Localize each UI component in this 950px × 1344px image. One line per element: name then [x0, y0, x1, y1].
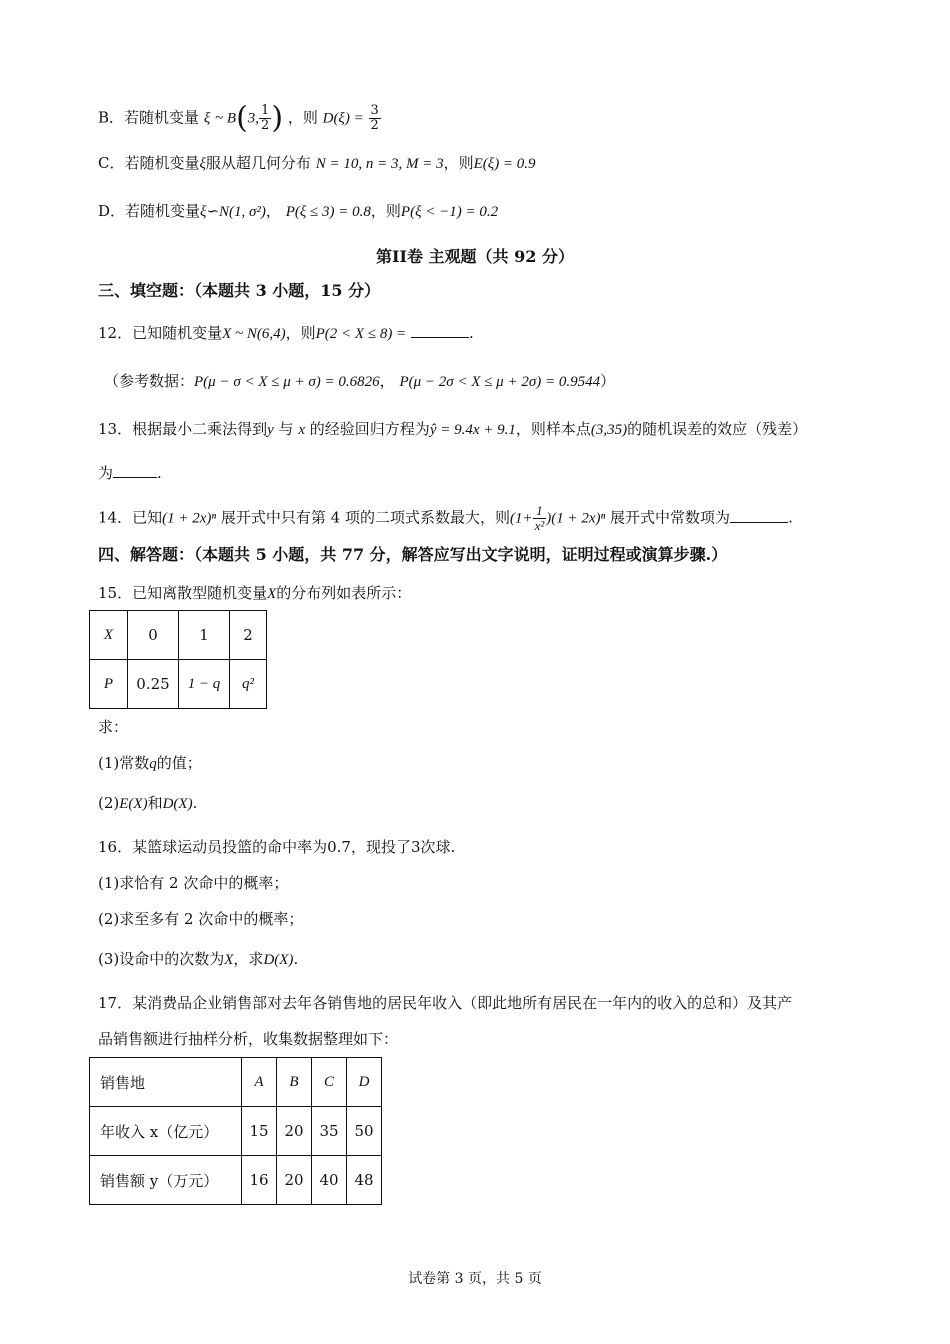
table-cell: 1 − q	[179, 660, 230, 709]
q15-stem2: 的分布列如表所示：	[276, 584, 412, 602]
q12-expr: X ~ N(6,4)	[222, 326, 286, 342]
table-row	[90, 1156, 382, 1205]
q13-text2: ，则样本点	[515, 420, 591, 438]
table-cell: 50	[347, 1107, 382, 1156]
part2-title: 第II卷 主观题（共 92 分）	[376, 247, 574, 266]
question-17-line1: 17．某消费品企业销售部对去年各销售地的居民年收入（即此地所有居民在一年内的收入的总和）及其产	[98, 994, 793, 1012]
q14-expr2-b: )(1 + 2x)ⁿ	[546, 510, 606, 527]
option-c-params: N = 10, n = 3, M = 3	[315, 156, 444, 172]
option-b-rparen: )	[271, 100, 284, 136]
q16-sub2: (2)求至多有 2 次命中的概率；	[98, 910, 304, 928]
q14-expr1: (1 + 2x)ⁿ	[162, 510, 217, 527]
ref-prefix: （参考数据：	[104, 372, 195, 390]
q14-answer-blank[interactable]	[730, 508, 788, 523]
option-d	[98, 200, 498, 223]
option-b-dist: ~ B	[215, 110, 237, 127]
table-cell: 0.25	[128, 660, 179, 709]
option-b-variance: D(ξ) =	[322, 110, 364, 127]
option-c	[98, 152, 536, 175]
option-b-answer-frac	[369, 104, 381, 133]
q13-y: y	[267, 422, 274, 438]
q14-text: 展开式中只有第 4 项的二项式系数最大，则	[220, 508, 510, 527]
q15-sub1-q: q	[149, 756, 157, 772]
q15-distribution-table	[89, 610, 267, 709]
table-cell: 35	[312, 1107, 347, 1156]
question-16: 16．某篮球运动员投篮的命中率为0.7，现投了3次球.	[98, 838, 456, 856]
table-cell: 40	[312, 1156, 347, 1205]
option-b-var: ξ	[203, 110, 211, 127]
option-d-p2: P(ξ < −1) = 0.2	[400, 204, 499, 220]
table-cell: P	[90, 660, 128, 709]
option-c-result: E(ξ) = 0.9	[473, 156, 536, 172]
option-c-text-a: C．若随机变量	[98, 154, 200, 172]
q15-sub1-a: (1)常数	[98, 754, 150, 772]
question-17-line2: 品销售额进行抽样分析，收集数据整理如下：	[98, 1030, 399, 1048]
option-c-var: ξ	[199, 156, 206, 172]
table-cell: C	[312, 1058, 347, 1107]
q12-prob: P(2 < X ≤ 8) =	[315, 326, 407, 342]
q12-end: .	[468, 324, 474, 342]
table-cell: 48	[347, 1156, 382, 1205]
option-d-p1: P(ξ ≤ 3) = 0.8	[285, 204, 371, 220]
q15-sub2-a: (2)	[98, 794, 120, 812]
q13-x: x	[298, 422, 306, 438]
table-cell: X	[90, 611, 128, 660]
reference-data	[104, 370, 615, 393]
table-row	[90, 1058, 382, 1107]
question-12	[98, 322, 474, 345]
table-row	[90, 660, 267, 709]
q16-sub1: (1)求恰有 2 次命中的概率；	[98, 874, 289, 892]
option-b	[98, 100, 381, 136]
option-b-ans-den: 2	[370, 118, 379, 133]
q15-var: X	[267, 586, 277, 602]
q15-sub2-e: E(X)	[119, 796, 148, 812]
table-cell: q²	[230, 660, 267, 709]
table-cell: B	[277, 1058, 312, 1107]
q13-end: .	[157, 464, 162, 482]
option-d-text-a: D．若随机变量	[98, 202, 201, 220]
q16-sub3-end: .	[293, 950, 299, 968]
option-d-sep: ，	[265, 202, 281, 220]
option-b-n: 3,	[247, 110, 260, 127]
option-b-then: ，则	[287, 108, 318, 127]
option-d-expr: ξ∽N(1, σ²)	[200, 204, 266, 220]
section4-title: 四、解答题：（本题共 5 小题，共 77 分，解答应写出文字说明，证明过程或演算步骤.）	[98, 545, 728, 564]
q17-sales-table	[89, 1057, 382, 1205]
option-c-then: ，则	[443, 154, 474, 172]
q13-line2: 为	[98, 464, 114, 482]
table-cell: 销售额 y（万元）	[90, 1156, 242, 1205]
table-cell: 销售地	[90, 1058, 242, 1107]
q16-sub3-a: (3)设命中的次数为	[98, 950, 225, 968]
question-14	[98, 504, 793, 533]
table-cell: 20	[277, 1107, 312, 1156]
q14-frac-num: 1	[533, 504, 547, 519]
q15-sub1-b: 的值；	[156, 754, 202, 772]
question-13	[98, 418, 807, 441]
q15-stem: 15．已知离散型随机变量	[98, 584, 268, 602]
question-13-line2	[98, 462, 162, 484]
ref-sep: ，	[379, 372, 395, 390]
table-cell: D	[347, 1058, 382, 1107]
q16-sub3	[98, 948, 298, 971]
table-row	[90, 611, 267, 660]
q14-frac	[533, 504, 547, 533]
table-cell: 0	[128, 611, 179, 660]
q16-sub3-d: D(X)	[263, 952, 294, 968]
q12-answer-blank[interactable]	[411, 323, 469, 338]
table-cell: 16	[242, 1156, 277, 1205]
q15-sub1	[98, 752, 202, 775]
option-b-label: B．若随机变量	[98, 108, 200, 127]
option-c-text-b: 服从超几何分布	[205, 154, 311, 172]
option-d-then: ，则	[370, 202, 401, 220]
q13-and: 与	[278, 420, 294, 438]
ref-p1: P(μ − σ < X ≤ μ + σ) = 0.6826	[194, 374, 380, 390]
option-b-p-den: 2	[261, 118, 270, 133]
q15-sub2-d: D(X)	[162, 796, 193, 812]
section3-title: 三、填空题：（本题共 3 小题，15 分）	[98, 281, 381, 300]
q13-equation: ŷ = 9.4x + 9.1	[429, 422, 516, 438]
q14-frac-den: x²	[534, 518, 545, 533]
q13-prefix: 13．根据最小二乘法得到	[98, 420, 268, 438]
table-cell: 年收入 x（亿元）	[90, 1107, 242, 1156]
q13-answer-blank[interactable]	[113, 463, 157, 478]
q15-ask: 求：	[98, 718, 129, 736]
table-cell: A	[242, 1058, 277, 1107]
option-b-p-num: 1	[261, 103, 270, 118]
question-15	[98, 582, 411, 605]
q14-text2: 展开式中常数项为	[610, 508, 731, 527]
q15-sub2-and: 和	[147, 794, 163, 812]
q14-end: .	[788, 508, 793, 527]
q16-sub3-x: X	[224, 952, 234, 968]
q15-sub2-end: .	[192, 794, 198, 812]
q16-sub3-b: ，求	[233, 950, 264, 968]
option-b-ans-num: 3	[370, 103, 379, 118]
q15-sub2	[98, 792, 197, 815]
q12-prefix: 12．已知随机变量	[98, 324, 223, 342]
table-cell: 2	[230, 611, 267, 660]
q14-prefix: 14．已知	[98, 508, 163, 527]
ref-suffix: ）	[600, 372, 616, 390]
table-cell: 20	[277, 1156, 312, 1205]
option-b-p-frac	[259, 104, 271, 133]
table-cell: 1	[179, 611, 230, 660]
q12-mid: ，则	[285, 324, 316, 342]
table-row	[90, 1107, 382, 1156]
q13-text: 的经验回归方程为	[309, 420, 430, 438]
table-cell: 15	[242, 1107, 277, 1156]
ref-p2: P(μ − 2σ < X ≤ μ + 2σ) = 0.9544	[399, 374, 601, 390]
option-b-lparen: (	[236, 100, 248, 136]
q13-point: (3,35)	[590, 422, 628, 438]
q13-text3: 的随机误差的效应（残差）	[627, 420, 808, 438]
page-footer: 试卷第 3 页，共 5 页	[408, 1271, 542, 1287]
q14-expr2-a: (1+	[509, 510, 533, 527]
